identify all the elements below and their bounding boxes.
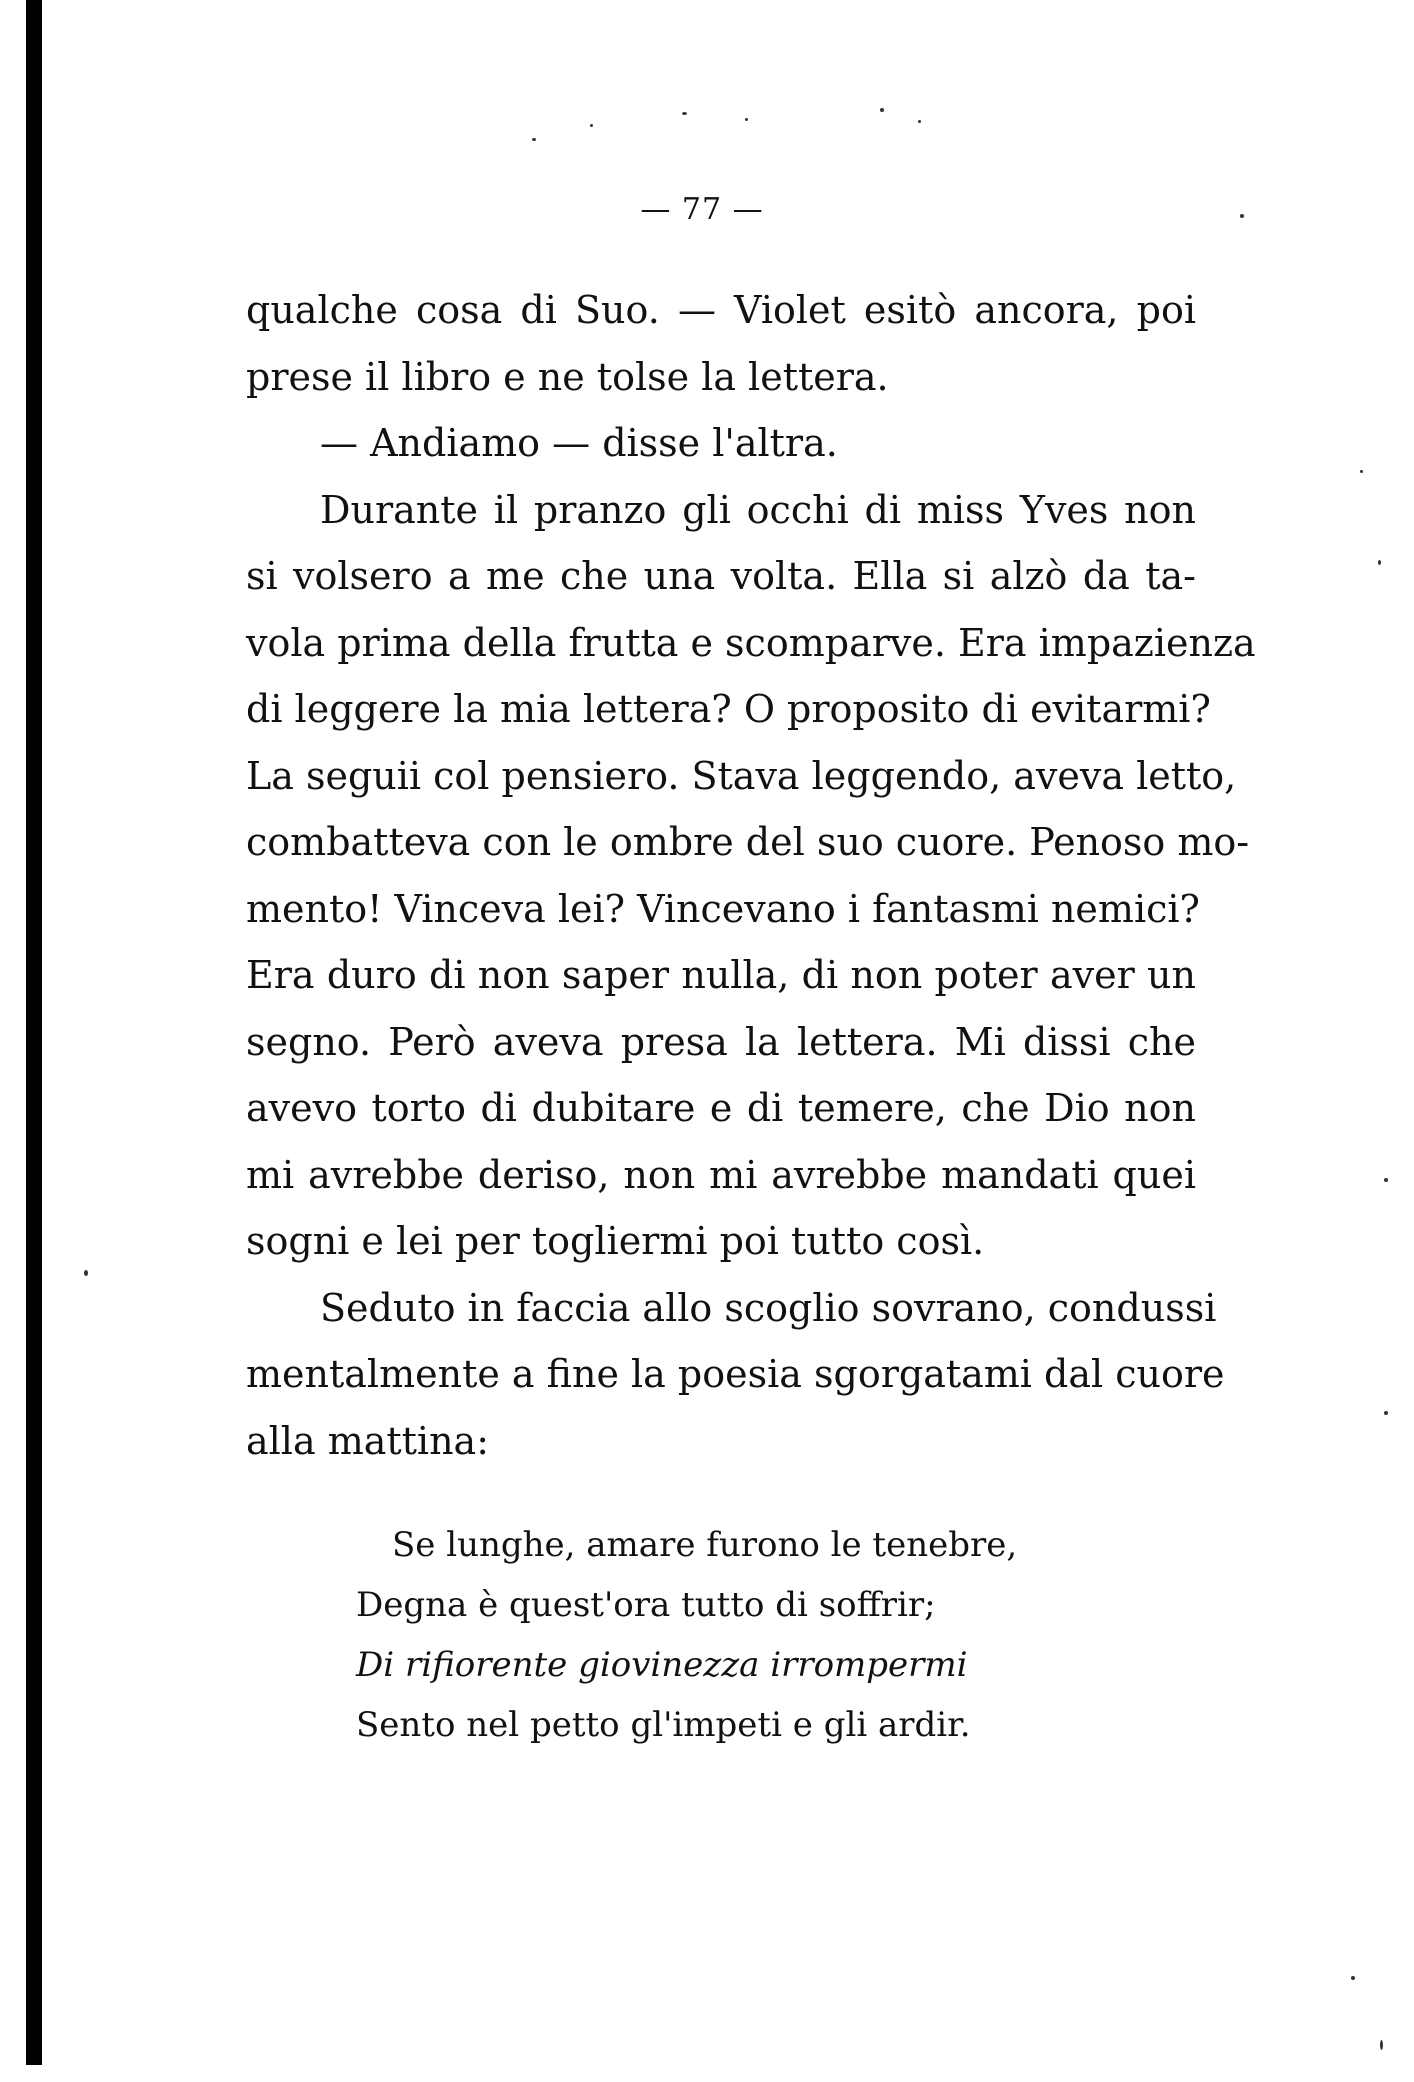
text-line: La seguii col pensiero. Stava leggendo, aveva letto, [246, 753, 1237, 798]
text-line: Seduto in faccia allo scoglio sovrano, condussi [320, 1285, 1217, 1330]
scan-speck [1384, 1178, 1388, 1182]
text-line: avevo torto di dubitare e di temere, che Dio non [246, 1086, 1196, 1130]
scan-speck [745, 118, 748, 121]
text-line: mi avrebbe deriso, non mi avrebbe mandati quei [246, 1152, 1196, 1197]
scan-speck [1360, 470, 1363, 473]
poem-verse: Sento nel petto gl'impeti e gli ardir. [356, 1705, 971, 1745]
body-text [246, 277, 1256, 1474]
scan-speck [1380, 2040, 1383, 2050]
text-line: sogni e lei per togliermi poi tutto così. [246, 1219, 985, 1263]
text-line: segno. Però aveva presa la lettera. Mi dissi che [246, 1019, 1196, 1064]
text-line: combatteva con le ombre del suo cuore. Penoso mo- [246, 820, 1250, 864]
scan-speck [84, 1270, 88, 1276]
text-line: Era duro di non saper nulla, di non poter aver un [246, 953, 1196, 997]
scan-left-border [26, 0, 42, 2065]
scan-speck [682, 112, 687, 115]
poem-stanza [356, 1515, 1018, 1755]
scan-speck [532, 138, 536, 141]
scan-speck [880, 108, 884, 112]
text-line: Durante il pranzo gli occhi di miss Yves non [320, 487, 1196, 532]
scan-speck [918, 120, 921, 123]
text-line: si volsero a me che una volta. Ella si alzò da ta- [246, 554, 1196, 598]
text-line: — Andiamo — disse l'altra. [320, 421, 838, 465]
scan-speck [1384, 1411, 1388, 1415]
poem-verse: Degna è quest'ora tutto di soffrir; [356, 1585, 936, 1625]
text-line: vola prima della frutta e scomparve. Era impazienza [246, 620, 1256, 665]
poem-verse: Di rifiorente giovinezza irrompermi [356, 1645, 968, 1685]
text-line: qualche cosa di Suo. — Violet esitò ancora, poi [246, 288, 1196, 332]
scan-speck [1351, 1976, 1355, 1980]
text-line: mentalmente a fine la poesia sgorgatami dal cuore [246, 1352, 1225, 1396]
scan-speck [1378, 560, 1381, 565]
text-line: prese il libro e ne tolse la lettera. [246, 354, 889, 399]
poem-verse: Se lunghe, amare furono le tenebre, [392, 1525, 1018, 1565]
text-line: mento! Vinceva lei? Vincevano i fantasmi nemici? [246, 886, 1200, 931]
text-line: di leggere la mia lettera? O proposito di evitarmi? [246, 687, 1211, 731]
text-line: alla mattina: [246, 1418, 490, 1463]
scan-speck [590, 124, 593, 127]
page-number: — 77 — [640, 192, 764, 227]
